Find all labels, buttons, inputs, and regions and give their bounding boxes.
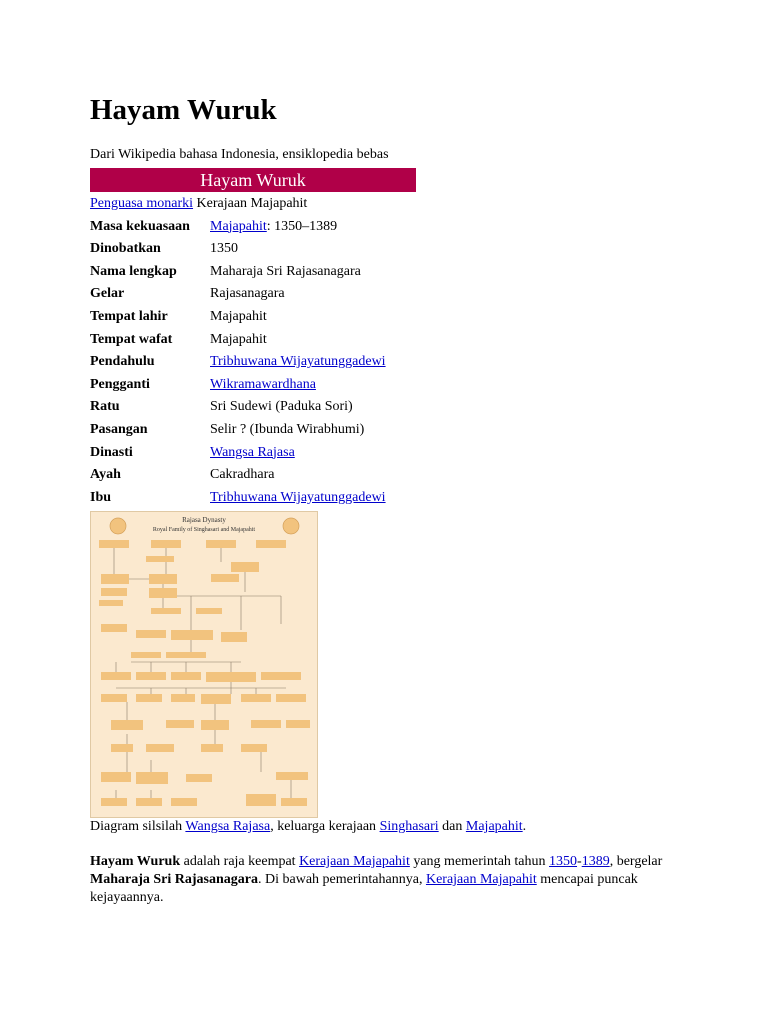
infobox-value-text: Maharaja Sri Rajasanagara: [210, 263, 361, 279]
diagram-person-box: [101, 574, 129, 584]
emblem-right-icon: [283, 518, 299, 534]
caption-link-wangsa-rajasa[interactable]: Wangsa Rajasa: [185, 819, 271, 834]
para-link-1389[interactable]: 1389: [581, 854, 610, 869]
caption-and: dan: [438, 819, 466, 834]
diagram-person-box: [196, 608, 222, 614]
infobox-value-text: : 1350–1389: [266, 218, 338, 234]
diagram-person-box: [101, 798, 127, 806]
infobox-row: [90, 261, 416, 284]
diagram-person-box: [251, 720, 281, 728]
infobox-value: [210, 216, 337, 239]
infobox-value-text: Majapahit: [210, 331, 267, 347]
infobox-value: [210, 283, 285, 306]
infobox-row: [90, 396, 416, 419]
para-link-1350[interactable]: 1350: [549, 854, 578, 869]
diagram-person-box: [101, 772, 131, 782]
infobox-label: Dinasti: [90, 444, 133, 460]
diagram-person-box: [136, 694, 162, 702]
infobox-value: [210, 261, 361, 284]
diagram-person-box: [241, 744, 267, 752]
infobox-header: Hayam Wuruk: [90, 168, 416, 192]
infobox-label: Pengganti: [90, 376, 150, 392]
diagram-subtitle: Royal Family of Singhasari and Majapahit: [152, 527, 256, 533]
caption-link-majapahit[interactable]: Majapahit: [465, 819, 523, 834]
diagram-person-box: [186, 774, 212, 782]
diagram-person-box: [111, 744, 133, 752]
infobox-row-monarch: [90, 193, 416, 216]
bold-name: Hayam Wuruk: [90, 854, 181, 869]
infobox-row: [90, 306, 416, 329]
diagram-person-box: [171, 672, 201, 680]
para-link-kerajaan-majapahit[interactable]: Kerajaan Majapahit: [299, 854, 410, 869]
diagram-person-box: [276, 694, 306, 702]
diagram-person-box: [276, 772, 308, 780]
diagram-person-box: [149, 574, 177, 584]
diagram-person-box: [246, 794, 276, 806]
infobox-label: Nama lengkap: [90, 263, 177, 279]
diagram-person-box: [201, 694, 231, 704]
diagram-person-box: [206, 540, 236, 548]
infobox-value-text: Sri Sudewi (Paduka Sori): [210, 399, 353, 415]
infobox-rows: [90, 216, 416, 510]
diagram-person-box: [151, 608, 181, 614]
infobox-value: [210, 464, 275, 487]
para-text-2: yang memerintah tahun: [409, 854, 550, 869]
family-tree-svg: [91, 512, 317, 817]
diagram-person-box: [231, 562, 259, 572]
caption-end: .: [522, 819, 527, 834]
infobox-value: [210, 442, 295, 465]
diagram-boxes: [99, 540, 310, 806]
caption-middle: , keluarga kerajaan: [270, 819, 380, 834]
infobox-label: Pendahulu: [90, 354, 155, 370]
infobox-row: [90, 419, 416, 442]
diagram-person-box: [166, 652, 206, 658]
infobox: [90, 193, 416, 509]
infobox-value-text: 1350: [210, 241, 238, 257]
monarch-link[interactable]: Penguasa monarki: [90, 196, 194, 211]
diagram-person-box: [136, 630, 166, 638]
diagram-person-box: [151, 540, 181, 548]
para-text-4: . Di bawah pemerintahannya,: [258, 872, 426, 887]
infobox-row: [90, 442, 416, 465]
diagram-person-box: [201, 744, 223, 752]
diagram-person-box: [146, 744, 174, 752]
infobox-label: Ibu: [90, 489, 112, 505]
infobox-row: [90, 374, 416, 397]
infobox-row: [90, 238, 416, 261]
infobox-value: [210, 238, 238, 261]
diagram-person-box: [281, 798, 307, 806]
para-text-3: , bergelar: [609, 854, 663, 869]
infobox-label: Masa kekuasaan: [90, 218, 190, 234]
diagram-person-box: [221, 632, 247, 642]
infobox-row: [90, 216, 416, 239]
infobox-label: Ayah: [90, 467, 121, 483]
page-subtitle: Dari Wikipedia bahasa Indonesia, ensiklopedia bebas: [90, 147, 389, 162]
diagram-person-box: [146, 556, 174, 562]
diagram-person-box: [136, 772, 168, 784]
infobox-row: [90, 464, 416, 487]
image-caption: [90, 818, 526, 836]
diagram-title: Rajasa Dynasty: [182, 516, 226, 524]
infobox-value-text: Selir ? (Ibunda Wirabhumi): [210, 421, 365, 437]
para-text-1: adalah raja keempat: [180, 854, 300, 869]
diagram-person-box: [256, 540, 286, 548]
diagram-person-box: [99, 600, 123, 606]
infobox-label: Tempat wafat: [90, 331, 173, 347]
infobox-label: Dinobatkan: [90, 241, 161, 257]
infobox-row: [90, 329, 416, 352]
infobox-value: [210, 487, 386, 510]
infobox-value-link[interactable]: Wikramawardhana: [210, 376, 316, 392]
diagram-person-box: [286, 720, 310, 728]
infobox-value: [210, 306, 267, 329]
para-text-5: mencapai puncak kejayaannya.: [90, 872, 638, 905]
infobox-label: Pasangan: [90, 421, 148, 437]
diagram-person-box: [99, 540, 129, 548]
diagram-person-box: [171, 630, 213, 640]
infobox-label: Tempat lahir: [90, 308, 168, 324]
diagram-person-box: [171, 694, 195, 702]
diagram-person-box: [201, 720, 229, 730]
diagram-person-box: [111, 720, 143, 730]
diagram-person-box: [149, 588, 177, 598]
diagram-person-box: [261, 672, 301, 680]
para-dash: -: [577, 854, 582, 869]
infobox-value: [210, 329, 267, 352]
diagram-person-box: [136, 798, 162, 806]
infobox-value-link[interactable]: Wangsa Rajasa: [210, 444, 295, 460]
infobox-value: [210, 374, 316, 397]
infobox-value-link[interactable]: Tribhuwana Wijayatunggadewi: [210, 354, 386, 370]
diagram-person-box: [101, 588, 127, 596]
infobox-value-link[interactable]: Tribhuwana Wijayatunggadewi: [210, 489, 386, 505]
infobox-value-link[interactable]: Majapahit: [210, 218, 267, 234]
diagram-person-box: [101, 624, 127, 632]
infobox-value: [210, 419, 364, 442]
caption-link-singhasari[interactable]: Singhasari: [379, 819, 439, 834]
page-title: Hayam Wuruk: [90, 94, 277, 126]
bold-title: Maharaja Sri Rajasanagara: [90, 872, 258, 887]
diagram-person-box: [131, 652, 161, 658]
infobox-value: [210, 351, 386, 374]
infobox-label: Ratu: [90, 399, 120, 415]
diagram-person-box: [101, 672, 131, 680]
infobox-value-text: Rajasanagara: [210, 286, 285, 302]
diagram-person-box: [101, 694, 127, 702]
family-tree-diagram[interactable]: [90, 511, 318, 818]
diagram-person-box: [136, 672, 166, 680]
infobox-row: [90, 351, 416, 374]
intro-paragraph: [90, 853, 690, 907]
infobox-value: [210, 396, 353, 419]
caption-prefix: Diagram silsilah: [90, 819, 186, 834]
para-link-kerajaan-majapahit-2[interactable]: Kerajaan Majapahit: [425, 872, 537, 887]
emblem-left-icon: [110, 518, 126, 534]
monarch-text: Kerajaan Majapahit: [193, 196, 308, 211]
infobox-row: [90, 283, 416, 306]
infobox-value-text: Majapahit: [210, 308, 267, 324]
diagram-person-box: [206, 672, 256, 682]
diagram-person-box: [171, 798, 197, 806]
diagram-person-box: [166, 720, 194, 728]
infobox-row: [90, 487, 416, 510]
diagram-person-box: [241, 694, 271, 702]
infobox-value-text: Cakradhara: [210, 467, 275, 483]
diagram-person-box: [211, 574, 239, 582]
infobox-label: Gelar: [90, 286, 125, 302]
